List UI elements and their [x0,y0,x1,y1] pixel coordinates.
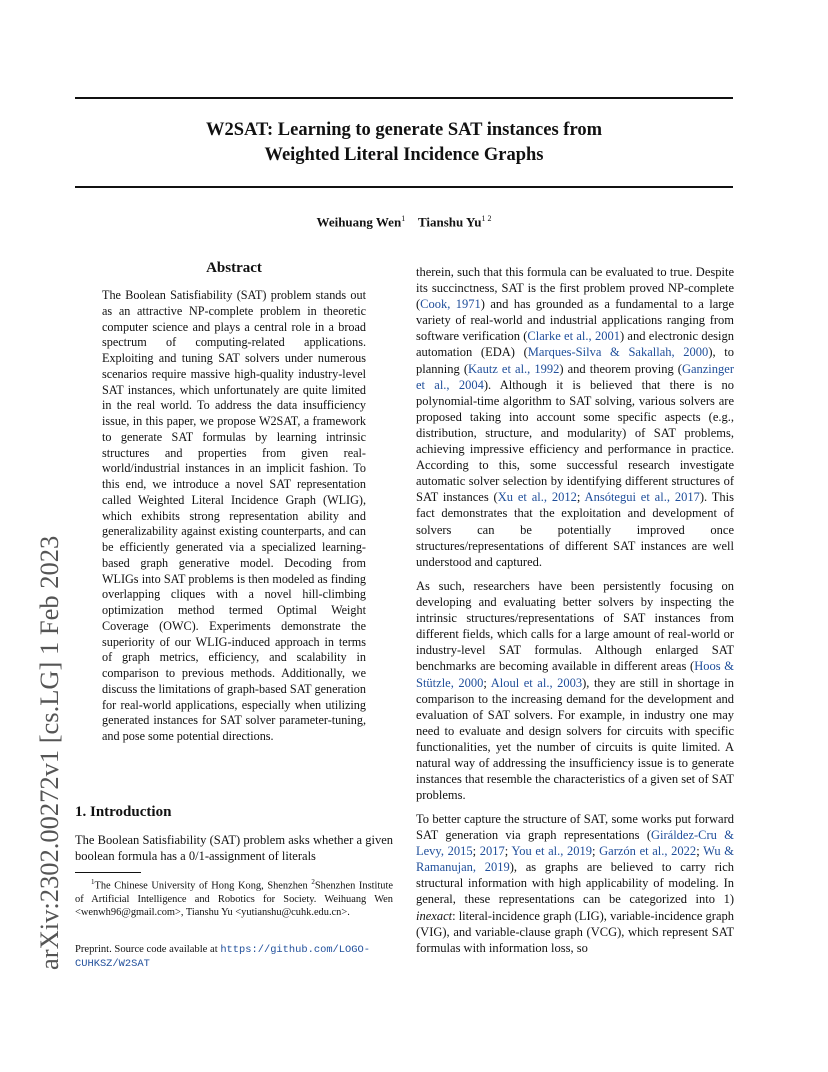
footnote-affiliation-2: Shenzhen Institute of Artificial Intelligence and Robotics for Society. Weihuang Wen <wenwh96@gmail.com>, Tianshu Yu <yutianshu@cuhk.edu.cn>. [75,880,393,918]
citation-link[interactable]: Marques-Silva & Sakallah, 2000 [527,345,709,360]
author-affiliation-mark: 1 [401,214,406,223]
preprint-note [75,943,393,971]
footnote-mark: 1 [91,878,95,886]
paragraph-text: ) and electronic design automation (EDA) ( [416,329,734,360]
arxiv-identifier-stamp: arXiv:2302.00272v1 [cs.LG] 1 Feb 2023 [34,535,64,970]
author-name: Weihuang Wen [316,214,402,230]
paragraph-text: As such, researchers have been persistently focusing on developing and evaluating better solvers by inspecting the intrinsic structures/representations of SAT instances from different fields, which calls for a large amount of real-world or industry-level SAT formulas. Although enlarged SAT benchmarks are becoming available in different areas ( [416,579,734,674]
title-line-2: Weighted Literal Incidence Graphs [264,145,544,165]
citation-link[interactable]: Hoos & Stützle, 2000 [416,659,734,690]
paragraph-text: ; [504,844,512,859]
citation-link[interactable]: Ganzinger et al., 2004 [416,361,734,392]
paragraph-text: ), as graphs are believed to carry rich structural information with high applicability of modeling. In general, these representations can be categorized into 1) [416,860,735,907]
abstract-text: The Boolean Satisfiability (SAT) problem stands out as an attractive NP-complete problem in theoretic computer science and plays a central role in a broad spectrum of computing-related applications. Exploiting and tuning SAT solvers under numerous scenarios require massive high-quality industry-level SAT instances, which unfortunately are quite limited in the real world. To address the data insufficiency issue, in this paper, we propose W2SAT, a framework to generate SAT formulas by learning intrinsic structures and properties from given real-world/industrial instances in an implicit fashion. To this end, we introduce a novel SAT representation called Weighted Literal Incidence Graph (WLIG), which exhibits strong representation ability and generalizability against existing counterparts, and can be efficiently generated via a specialized learning-based graph generative model. Decoding from WLIGs into SAT problems is then modeled as finding overlapping cliques with a novel hill-climbing optimization method termed Optimal Weight Coverage (OWC). Experiments demonstrate the superiority of our WLIG-induced approach in terms of graph metrics, efficiency, and scalability in comparison to previous methods. Additionally, we discuss the limitations of graph-based SAT generation for real-world applications, especially when utilizing generated instances for SAT solver parameter-tuning, and pose some potential directions. [102,288,366,743]
right-column-paragraph [416,264,734,570]
paper-title [75,118,733,168]
paragraph-text: ) and has grounded as a fundamental to a large variety of real-world and industrial applications ranging from software verification ( [416,297,734,344]
footnote-rule [75,872,141,873]
title-line-1: W2SAT: Learning to generate SAT instances from [205,120,602,140]
citation-link[interactable]: Ansótegui et al., 2017 [584,490,700,505]
affiliation-footnote [75,876,393,919]
introduction-paragraph: The Boolean Satisfiability (SAT) problem asks whether a given boolean formula has a 0/1-assignment of literals [75,833,393,863]
citation-link[interactable]: Clarke et al., 2001 [527,329,620,344]
preprint-text: Preprint. Source code available at [75,944,221,955]
citation-link[interactable]: You et al., 2019 [511,844,592,859]
paragraph-text: ; [576,490,585,505]
citation-link[interactable]: Xu et al., 2012 [497,490,577,505]
paragraph-text: To better capture the structure of SAT, some works put forward SAT generation via graph representations ( [416,812,734,843]
paragraph-text: inexact [416,908,453,923]
footnote-mark: 2 [311,878,315,886]
right-column-paragraph [416,811,734,956]
paragraph-text: : literal-incidence graph (LIG), variable-incidence graph (VIG), and variable-clause graph (VCG), which represent SAT formulas with information loss, so [416,908,734,955]
title-top-rule [75,97,733,99]
citation-link[interactable]: Wu & Ramanujan, 2019 [416,844,735,875]
title-bottom-rule [75,186,733,188]
citation-link[interactable]: 2017 [479,844,505,859]
author-name: Tianshu Yu [417,214,482,230]
paragraph-text: ). Although it is believed that there is no polynomial-time algorithm to SAT solving, various solvers are proposed taking into account some specific aspects (e.g., distribution, structure, and modularity) of SAT problems, achieving impressive efficiency and performance in practice. According to this, some successful research investigate automatic solver selection by identifying different structures of SAT instances ( [416,377,735,505]
citation-link[interactable]: Kautz et al., 1992 [468,361,560,376]
citation-link[interactable]: Aloul et al., 2003 [490,675,583,690]
author-affiliation-mark: 1 2 [481,214,492,223]
paragraph-text: ), to planning ( [416,345,735,376]
section-heading-introduction: 1. Introduction [75,804,172,820]
citation-link[interactable]: Cook, 1971 [420,297,481,312]
footnote-affiliation-1: The Chinese University of Hong Kong, Shenzhen [94,880,312,892]
paragraph-text: ). This fact demonstrates that the exploitation and development of solvers can be potentially improved once structures/representations of different SAT instances are well understood and captured. [416,490,734,569]
author-list [75,214,733,230]
paragraph-text: ; [472,844,480,859]
citation-link[interactable]: Garzón et al., 2022 [599,844,697,859]
paragraph-text: ; [592,844,600,859]
paragraph-text: therein, such that this formula can be evaluated to true. Despite its succinctness, SAT is the first problem proved NP-complete ( [416,265,734,312]
abstract-heading: Abstract [206,260,262,276]
right-column-paragraph [416,578,734,803]
citation-link[interactable]: Giráldez-Cru & Levy, 2015 [416,828,734,859]
paragraph-text: ) and theorem proving ( [559,361,682,376]
source-code-link[interactable]: https://github.com/LOGO-CUHKSZ/W2SAT [75,944,370,970]
paragraph-text: ; [696,844,704,859]
paragraph-text: ; [483,675,491,690]
paragraph-text: ), they are still in shortage in comparison to the increasing demand for the development and evaluation of SAT solvers. For example, in industry one may need to evaluate and design solvers for circuits with specific functionalities, yet the number of circuits is quite limited. A natural way of addressing the insufficiency issue is to generate instances that resemble the characteristics of a given set of SAT problems. [416,675,734,803]
